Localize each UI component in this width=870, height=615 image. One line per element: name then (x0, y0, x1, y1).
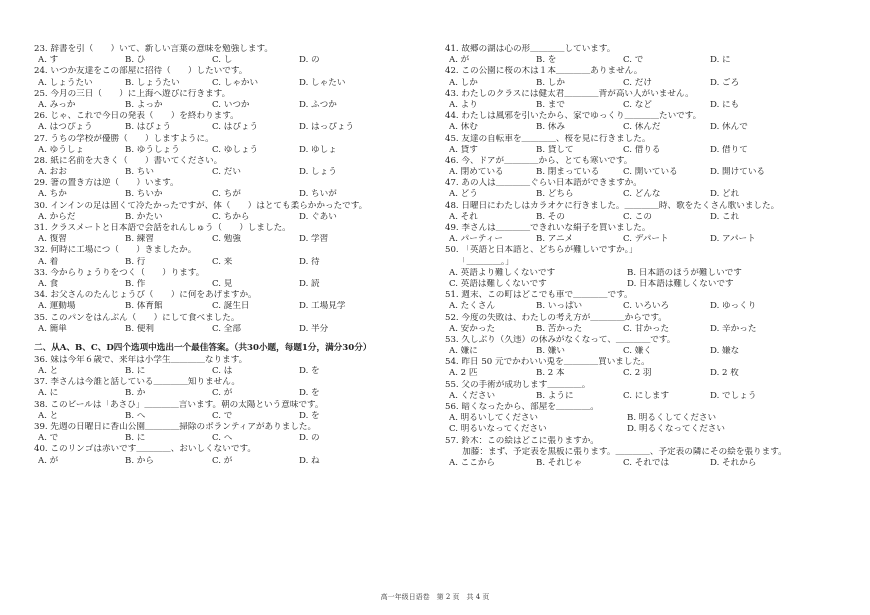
question-text: 44. わたしは風邪を引いたから、家でゆっくり＿＿＿＿たいです。 (445, 111, 702, 122)
answer-options (445, 368, 840, 379)
answer-option[interactable]: D. 借りて (710, 144, 748, 155)
answer-option[interactable]: D. 待 (299, 256, 320, 267)
answer-option[interactable]: C. 英語は難しくないです (449, 278, 547, 289)
answer-option[interactable]: A. と (38, 410, 59, 421)
answer-option[interactable]: A. ちか (38, 189, 67, 200)
answer-option[interactable]: A. それ (449, 211, 478, 222)
answer-option[interactable]: A. 貸す (449, 144, 478, 155)
page-footer: 高一年级日语卷 第 2 页 共 4 页 (380, 593, 490, 601)
answer-option[interactable]: C. 来 (212, 256, 233, 267)
answer-option[interactable]: B. よっか (125, 99, 163, 110)
answer-option[interactable]: D. ゆっくり (710, 301, 757, 312)
question-text: 51. 週末、この町はどこでも車で＿＿＿＿です。 (445, 290, 633, 301)
answer-option[interactable]: D. 辛かった (710, 323, 757, 334)
answer-options (445, 167, 840, 178)
answer-option[interactable]: C. ちから (212, 211, 250, 222)
answer-option[interactable]: B. それじゃ (536, 457, 583, 468)
answer-option[interactable]: B. 日本語のほうが難しいです (627, 267, 742, 278)
answer-option[interactable]: C. この (623, 211, 652, 222)
answer-option[interactable]: C. だい (212, 167, 241, 178)
answer-option[interactable]: D. はっぴょう (299, 122, 355, 133)
question-text: 「＿＿＿＿。」 (445, 256, 514, 267)
answer-options (445, 301, 840, 312)
answer-option[interactable]: A. が (449, 55, 470, 66)
question-text: 45. 友達の自転車を＿＿＿＿、桜を見に行きました。 (445, 133, 651, 144)
answer-option[interactable]: D. しょう (299, 167, 337, 178)
answer-option[interactable]: B. へ (125, 410, 146, 421)
answer-option[interactable]: C. へ (212, 433, 233, 444)
answer-options (445, 55, 840, 66)
answer-option[interactable]: B. アニメ (536, 234, 574, 245)
answer-option[interactable]: C. どんな (623, 189, 661, 200)
answer-option[interactable]: D. 読 (299, 278, 320, 289)
answer-options (34, 234, 429, 245)
answer-options (34, 167, 429, 178)
answer-option[interactable]: B. から (125, 455, 154, 466)
question-text: 37. 李さんは今誰と話している＿＿＿＿知りません。 (34, 377, 240, 388)
question-text: 47. あの人は＿＿＿＿ぐらい日本語ができますか。 (445, 178, 642, 189)
answer-options (445, 145, 840, 156)
answer-option[interactable]: A. からだ (38, 211, 76, 222)
question-text: 26. じゃ、これで今日の発表（ ）を終わります。 (34, 111, 239, 122)
question-text: 29. 箸の置き方は逆（ ）います。 (34, 178, 179, 189)
answer-option[interactable]: C. デパート (623, 234, 669, 245)
answer-option[interactable]: A. 着 (38, 256, 59, 267)
answer-options (34, 145, 429, 156)
answer-option[interactable]: A. おお (38, 167, 67, 178)
answer-option[interactable]: C. 甘かった (623, 323, 670, 334)
answer-option[interactable]: A. たくさん (449, 301, 496, 312)
answer-option[interactable]: A. どう (449, 189, 478, 200)
answer-options (34, 257, 429, 268)
answer-option[interactable]: A. みっか (38, 99, 76, 110)
answer-option[interactable]: C. 勉強 (212, 234, 241, 245)
answer-option[interactable]: B. 体育館 (125, 301, 163, 312)
answer-option[interactable]: B. 作 (125, 278, 146, 289)
answer-options (34, 433, 429, 444)
right-column (445, 44, 840, 469)
question-text: 40. このリンゴは赤いです＿＿＿＿、おいしくないです。 (34, 444, 256, 455)
answer-option[interactable]: D. を (299, 410, 320, 421)
question-text: 46. 今、ドアが＿＿＿＿から、とても寒いです。 (445, 155, 633, 166)
answer-option[interactable]: D. どれ (710, 189, 740, 200)
answer-option[interactable]: D. の (299, 55, 320, 66)
answer-option[interactable]: A. 安かった (449, 323, 496, 334)
answer-option[interactable]: D. アパート (710, 234, 756, 245)
answer-option[interactable]: C. し (212, 55, 233, 66)
answer-option[interactable]: D. を (299, 366, 320, 377)
question-text: 23. 辞書を引（ ）いて、新しい言葉の意味を勉強します。 (34, 44, 273, 54)
answer-option[interactable]: C. ゆしょう (212, 144, 259, 155)
answer-option[interactable]: B. 休み (536, 122, 565, 133)
answer-options (445, 458, 840, 469)
answer-option[interactable]: D. ふつか (299, 99, 337, 110)
answer-option[interactable]: B. 2 本 (536, 368, 565, 379)
answer-options (445, 234, 840, 245)
answer-option[interactable]: D. に (710, 55, 731, 66)
answer-option[interactable]: C. はぴょう (212, 122, 259, 133)
answer-options (34, 411, 429, 422)
question-text: 50. 「英語と日本語と、どちらが難しいですか。」 (445, 245, 638, 256)
answer-option[interactable]: A. 運動場 (38, 301, 76, 312)
answer-option[interactable]: D. これ (710, 211, 740, 222)
answer-option[interactable]: C. など (623, 99, 652, 110)
answer-option[interactable]: D. 開けている (710, 167, 766, 178)
answer-option[interactable]: B. どちら (536, 189, 574, 200)
answer-option[interactable]: B. ちい (125, 167, 154, 178)
question-text: 55. 父の手術が成功します＿＿＿＿。 (445, 379, 591, 390)
answer-option[interactable]: D. 明るくなってください (627, 424, 725, 435)
answer-option[interactable]: A. しか (449, 77, 478, 88)
question-text: 27. うちの学校が優勝（ ）しますように。 (34, 133, 214, 144)
question-text: 33. 今からりょうりをつく（ ）ります。 (34, 267, 205, 278)
answer-option[interactable]: A. しょうたい (38, 77, 93, 88)
left-column (34, 44, 429, 467)
answer-option[interactable]: C. 明るいなってください (449, 424, 547, 435)
question-text: 28. 紙に名前を大きく（ ）書いてください。 (34, 155, 223, 166)
answer-option[interactable]: A. 英語より難しくないです (449, 267, 556, 278)
answer-option[interactable]: B. その (536, 211, 565, 222)
question-text: 43. わたしのクラスには健太君＿＿＿＿背が高い人がいません。 (445, 88, 694, 99)
answer-option[interactable]: D. ぐあい (299, 211, 337, 222)
answer-option[interactable]: A. 閉めている (449, 167, 504, 178)
answer-option[interactable]: D. 半分 (299, 323, 329, 334)
answer-option[interactable]: B. を (536, 55, 557, 66)
question-text: 35. このパンをはんぶん（ ）にして食べました。 (34, 312, 240, 323)
answer-option[interactable]: A. に (38, 388, 59, 399)
answer-option[interactable]: B. まで (536, 99, 565, 110)
answer-option[interactable]: C. で (623, 55, 644, 66)
question-text: 56. 暗くなったから、部屋を＿＿＿＿。 (445, 402, 599, 412)
answer-options (445, 189, 840, 200)
question-text: 42. この公園に桜の木は１本＿＿＿＿ありません。 (445, 66, 643, 77)
answer-options (445, 122, 840, 133)
answer-options (445, 324, 840, 335)
answer-option[interactable]: C. だけ (623, 77, 652, 88)
answer-option[interactable]: B. 閉まっている (536, 167, 600, 178)
answer-options (34, 122, 429, 133)
answer-options (34, 189, 429, 200)
answer-option[interactable]: C. 休んだ (623, 122, 661, 133)
answer-option[interactable]: B. ちいか (125, 189, 163, 200)
answer-option[interactable]: C. 嫌く (623, 346, 652, 357)
question-text: 32. 何時に工場につ（ ）きましたか。 (34, 245, 197, 256)
answer-option[interactable]: B. 練習 (125, 234, 154, 245)
answer-option[interactable]: A. パーティー (449, 234, 503, 245)
answer-option[interactable]: C. 2 羽 (623, 368, 652, 379)
answer-option[interactable]: D. ゆしょ (299, 144, 337, 155)
answer-option[interactable]: C. 全部 (212, 323, 241, 334)
answer-option[interactable]: B. ひ (125, 55, 146, 66)
answer-option[interactable]: C. で (212, 410, 233, 421)
answer-options (445, 212, 840, 223)
answer-option[interactable]: A. より (449, 99, 478, 110)
answer-options (445, 279, 840, 290)
answer-option[interactable]: A. 食 (38, 278, 59, 289)
answer-option[interactable]: A. ここから (449, 457, 496, 468)
answer-options (34, 388, 429, 399)
answer-option[interactable]: D. 学習 (299, 234, 329, 245)
answer-option[interactable]: A. 明るいしてください (449, 413, 539, 424)
answer-option[interactable]: D. それから (710, 457, 757, 468)
question-text: 39. 先週の日曜日に香山公園＿＿＿＿掃除のボランティアがありました。 (34, 422, 317, 432)
answer-option[interactable]: D. 日本語は難しくないです (627, 278, 734, 289)
answer-option[interactable]: C. 借りる (623, 144, 661, 155)
answer-option[interactable]: C. 見 (212, 278, 233, 289)
question-text: 加藤：まず、予定表を黒板に張ります。＿＿＿＿、予定表の隣にその絵を張ります。 (445, 446, 787, 457)
answer-option[interactable]: A. す (38, 55, 59, 66)
answer-option[interactable]: C. が (212, 388, 233, 399)
answer-option[interactable]: B. いっぱい (536, 301, 583, 312)
answer-option[interactable]: D. しゃたい (299, 77, 346, 88)
answer-option[interactable]: A. ください (449, 390, 496, 401)
answer-option[interactable]: B. しか (536, 77, 565, 88)
answer-options (34, 100, 429, 111)
answer-option[interactable]: D. の (299, 433, 320, 444)
question-text: 34. お父さんのたんじょうび（ ）に何をあげますか。 (34, 290, 257, 301)
question-text: 53. 久しぶり（久违）の休みがなくなって、＿＿＿＿です。 (445, 334, 676, 345)
answer-option[interactable]: A. ゆうしょ (38, 144, 85, 155)
answer-option[interactable]: A. が (38, 455, 59, 466)
answer-options (445, 413, 840, 424)
answer-option[interactable]: C. しゃかい (212, 77, 259, 88)
answer-option[interactable]: B. はぴょう (125, 122, 172, 133)
answer-options (34, 366, 429, 377)
answer-option[interactable]: B. 明るくしてください (627, 413, 717, 424)
answer-option[interactable]: A. 休む (449, 122, 478, 133)
answer-options (445, 391, 840, 402)
answer-option[interactable]: C. 開いている (623, 167, 678, 178)
answer-option[interactable]: B. 行 (125, 256, 146, 267)
answer-option[interactable]: C. にします (623, 390, 670, 401)
question-text: 48. 日曜日にわたしはカラオケに行きました。＿＿＿＿時、歌をたくさん歌いました。 (445, 200, 780, 211)
answer-option[interactable]: B. 便利 (125, 323, 154, 334)
answer-option[interactable]: B. 苦かった (536, 323, 583, 334)
answer-option[interactable]: D. 工場見学 (299, 301, 346, 312)
answer-option[interactable]: C. が (212, 455, 233, 466)
answer-option[interactable]: B. 貸して (536, 144, 574, 155)
answer-options (34, 212, 429, 223)
answer-option[interactable]: B. ように (536, 390, 574, 401)
answer-option[interactable]: A. 2 匹 (449, 368, 478, 379)
answer-options (34, 78, 429, 89)
answer-option[interactable]: C. 誕生日 (212, 301, 250, 312)
answer-option[interactable]: D. を (299, 388, 320, 399)
answer-option[interactable]: A. と (38, 366, 59, 377)
answer-option[interactable]: B. に (125, 433, 146, 444)
answer-options (34, 324, 429, 335)
answer-option[interactable]: D. 2 枚 (710, 368, 739, 379)
answer-options (34, 279, 429, 290)
answer-option[interactable]: B. に (125, 366, 146, 377)
question-text: 24. いつか友達をこの部屋に招待（ ）したいです。 (34, 66, 248, 77)
question-text: 30. インインの足は固くて冷たかったですが、体（ ）はとても柔らかかったです。 (34, 200, 368, 211)
answer-option[interactable]: A. 嫌に (449, 346, 478, 357)
answer-option[interactable]: D. でしょう (710, 390, 757, 401)
answer-options (445, 100, 840, 111)
answer-option[interactable]: C. ちが (212, 189, 241, 200)
answer-option[interactable]: D. 嫌な (710, 346, 740, 357)
answer-option[interactable]: A. 復習 (38, 234, 67, 245)
answer-option[interactable]: C. いつか (212, 99, 250, 110)
answer-options (445, 78, 840, 89)
answer-option[interactable]: B. か (125, 388, 146, 399)
answer-option[interactable]: B. かたい (125, 211, 163, 222)
question-text: 54. 昨日 50 元でかわいい兎を＿＿＿＿買いました。 (445, 357, 650, 368)
answer-options (445, 346, 840, 357)
answer-option[interactable]: D. 休んで (710, 122, 748, 133)
answer-option[interactable]: D. にも (710, 99, 740, 110)
answer-options (34, 456, 429, 467)
answer-options (445, 424, 840, 435)
question-text: 38. このビールは「あさひ」＿＿＿＿言います。朝の太陽という意味です。 (34, 399, 324, 410)
answer-option[interactable]: C. それでは (623, 457, 670, 468)
answer-option[interactable]: C. いろいろ (623, 301, 670, 312)
answer-option[interactable]: D. ちいが (299, 189, 337, 200)
question-text: 49. 李さんは＿＿＿＿できれいな絹子を買いました。 (445, 223, 651, 233)
answer-option[interactable]: A. で (38, 433, 59, 444)
question-text: 25. 今月の三日（ ）に上海へ遊びに行きます。 (34, 88, 231, 99)
answer-option[interactable]: A. 簡単 (38, 323, 67, 334)
answer-options (34, 55, 429, 66)
question-text: 52. 今度の失敗は、わたしの考え方が＿＿＿＿からです。 (445, 312, 667, 323)
answer-options (445, 268, 840, 279)
answer-option[interactable]: B. しょうたい (125, 77, 180, 88)
answer-option[interactable]: B. ゆうしょう (125, 144, 180, 155)
answer-option[interactable]: A. はつぴょう (38, 122, 93, 133)
answer-options (34, 301, 429, 312)
answer-option[interactable]: C. は (212, 366, 233, 377)
answer-option[interactable]: D. ごろ (710, 77, 740, 88)
section-heading: 二、从A、B、C、D四个选项中选出一个最佳答案。（共30小题，每题1分，满分30分） (34, 342, 372, 353)
question-text: 57. 鈴木：この絵はどこに張りますか。 (445, 435, 599, 446)
answer-option[interactable]: D. ね (299, 455, 320, 466)
answer-option[interactable]: B. 嫌い (536, 346, 565, 357)
question-text: 41. 故郷の湖は心の形＿＿＿＿しています。 (445, 44, 616, 54)
question-text: 36. 妹は今年６歳で、来年は小学生＿＿＿＿なります。 (34, 354, 248, 365)
question-text: 31. クラスメートと日本語で会話をれんしゅう（ ）しました。 (34, 223, 291, 233)
